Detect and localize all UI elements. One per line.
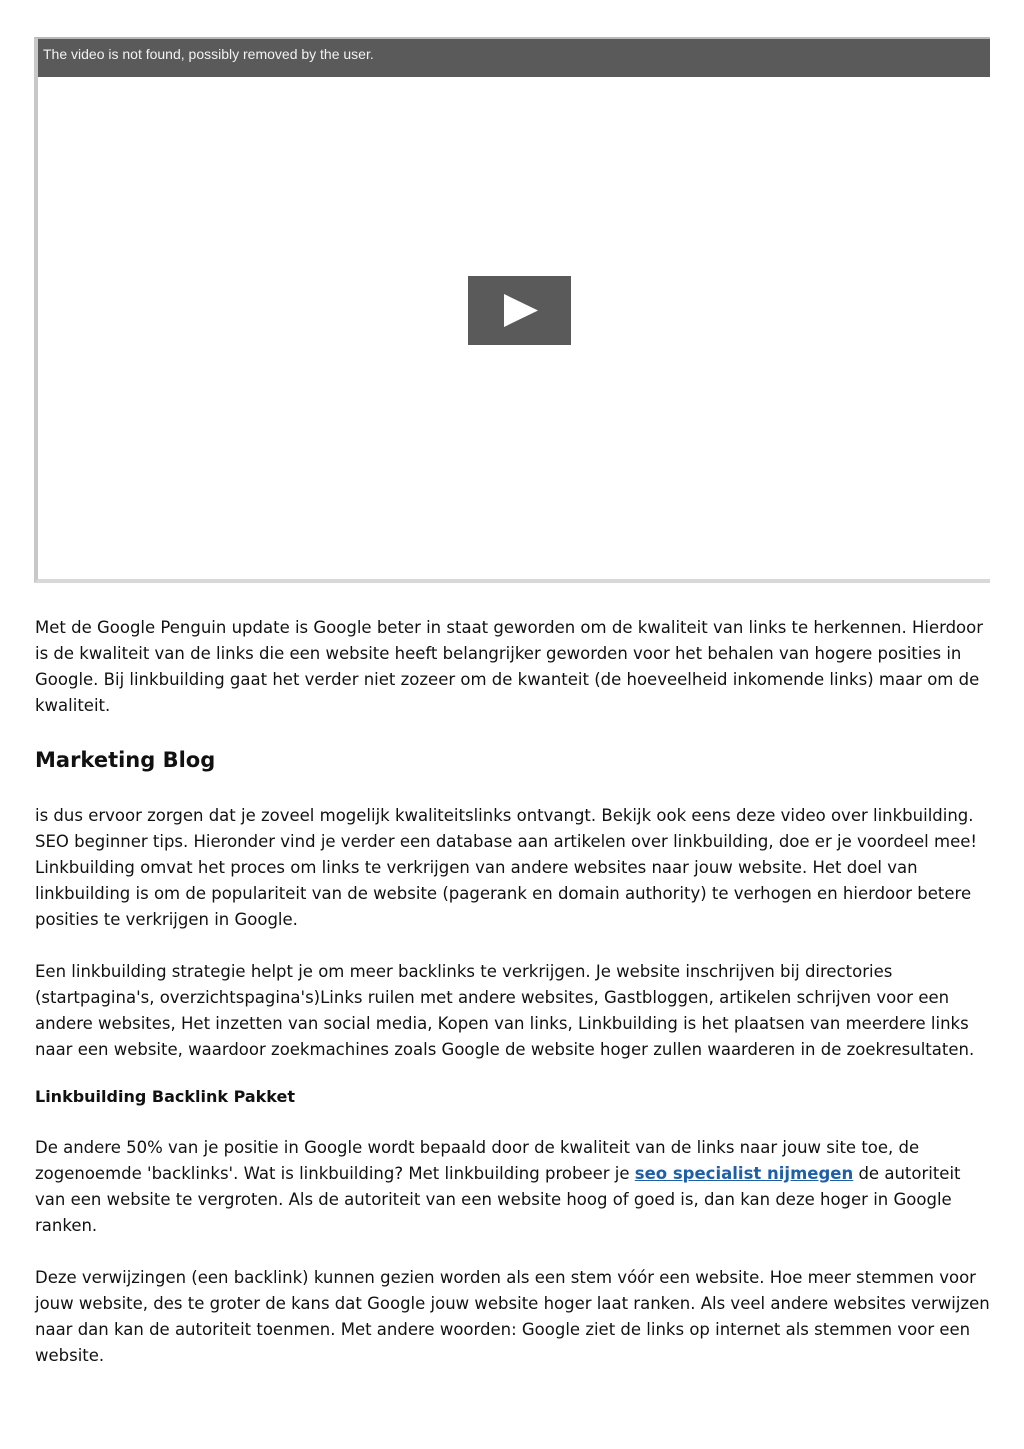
play-icon [468, 276, 571, 345]
article-paragraph: Een linkbuilding strategie helpt je om meer backlinks te verkrijgen. Je website inschrijven bij directories (startpagina's, overzichtspagina's)Links ruilen met andere websites, Gastbloggen, artikelen schrijven voor een andere websites, Het inzetten van social media, Kopen van links, Linkbuilding is het plaatsen van meerdere links naar een website, waardoor zoekmachines zoals Google de website hoger zullen waarderen in de zoekresultaten. [35, 962, 975, 1059]
article-paragraph [35, 1135, 991, 1239]
section-heading: Marketing Blog [35, 748, 216, 772]
article-paragraph: Met de Google Penguin update is Google beter in staat geworden om de kwaliteit van links te herkennen. Hierdoor is de kwaliteit van de links die een website heeft belangrijker geworden voor het behalen van hogere posities in Google. Bij linkbuilding gaat het verder niet zozeer om de kwanteit (de hoeveelheid inkomende links) maar om de kwaliteit. [35, 618, 984, 715]
paragraph-text: de autoriteit van een website te vergroten. Als de autoriteit van een website hoog of goed is, dan kan deze hoger in Google ranken. [35, 1164, 961, 1235]
subsection-heading: Linkbuilding Backlink Pakket [35, 1087, 296, 1106]
article-paragraph: is dus ervoor zorgen dat je zoveel mogelijk kwaliteitslinks ontvangt. Bekijk ook eens deze video over linkbuilding. SEO beginner tips. Hieronder vind je verder een database aan artikelen over linkbuilding, doe er je voordeel mee! Linkbuilding omvat het proces om links te verkrijgen van andere websites naar jouw website. Het doel van linkbuilding is om de populariteit van de website (pagerank en domain authority) te verhogen en hierdoor betere posities te verkrijgen in Google. [35, 806, 978, 929]
article-body [35, 615, 991, 1395]
video-error-bar [38, 39, 990, 77]
video-error-message: The video is not found, possibly removed by the user. [43, 46, 374, 62]
play-button[interactable] [468, 276, 571, 345]
seo-specialist-link[interactable]: seo specialist nijmegen [634, 1164, 854, 1183]
video-player[interactable] [34, 37, 990, 583]
paragraph-text: De andere 50% van je positie in Google wordt bepaald door de kwaliteit van de links naar jouw site toe, de zogenoemde 'backlinks'. Wat is linkbuilding? Met linkbuilding probeer je [35, 1138, 920, 1183]
article-paragraph: Deze verwijzingen (een backlink) kunnen gezien worden als een stem vóór een website. Hoe meer stemmen voor jouw website, des te groter de kans dat Google jouw website hoger laat ranken. Als veel andere websites verwijzen naar dan kan de autoriteit toenmen. Met andere woorden: Google ziet de links op internet als stemmen voor een website. [35, 1268, 990, 1365]
